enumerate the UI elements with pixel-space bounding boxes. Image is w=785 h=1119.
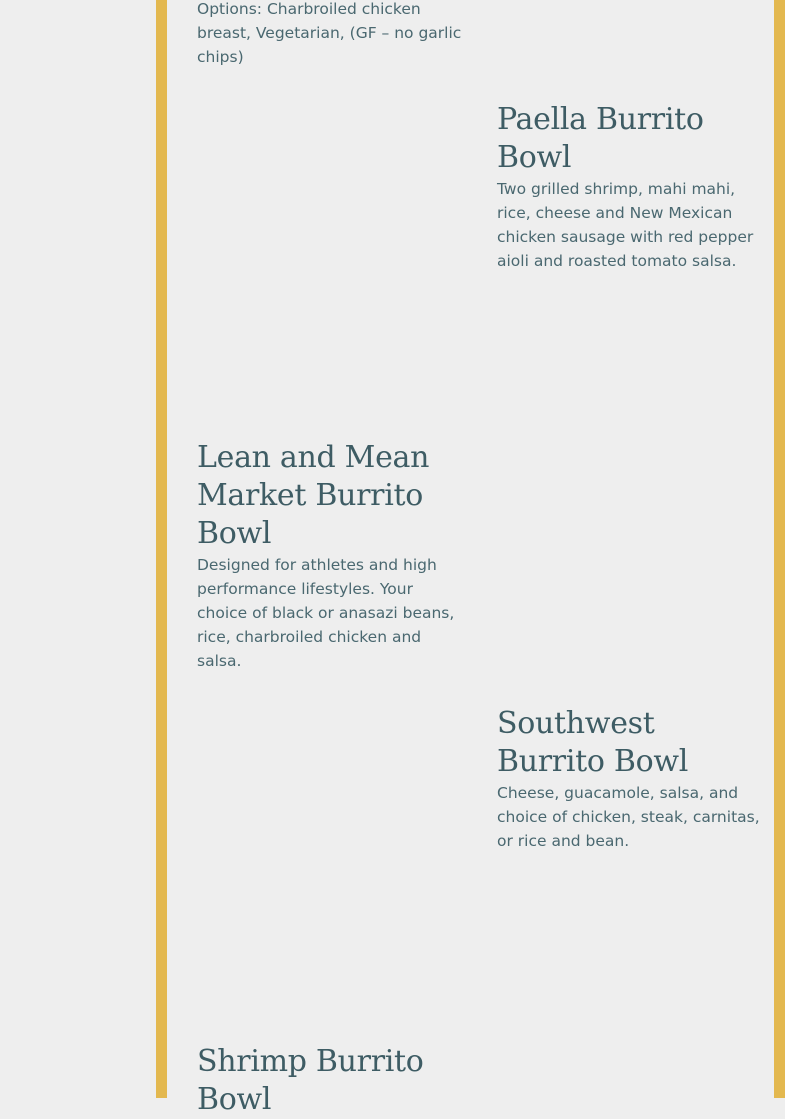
menu-item-description: Cheese, guacamole, salsa, and choice of chicken, steak, carnitas, or rice and bean. — [497, 784, 760, 850]
menu-item-options-note — [197, 0, 465, 69]
menu-item-title: Southwest Burrito Bowl — [497, 706, 689, 779]
menu-item-shrimp-burrito-bowl — [197, 1043, 465, 1119]
menu-item-title: Lean and Mean Market Burrito Bowl — [197, 440, 430, 551]
menu-item-description: Two grilled shrimp, mahi mahi, rice, cheese and New Mexican chicken sausage with red pepper aioli and roasted tomato salsa. — [497, 180, 754, 270]
left-accent-rail — [156, 0, 167, 1098]
menu-item-paella-burrito-bowl — [497, 101, 765, 273]
menu-item-title: Shrimp Burrito Bowl — [197, 1044, 424, 1117]
right-accent-rail — [774, 0, 785, 1098]
menu-item-southwest-burrito-bowl — [497, 705, 765, 853]
menu-item-description: Designed for athletes and high performance lifestyles. Your choice of black or anasazi beans, rice, charbroiled chicken and salsa. — [197, 556, 455, 670]
menu-item-lean-and-mean-burrito-bowl — [197, 439, 465, 673]
menu-item-description: Options: Charbroiled chicken breast, Vegetarian, (GF – no garlic chips) — [197, 0, 462, 66]
menu-item-title: Paella Burrito Bowl — [497, 102, 704, 175]
